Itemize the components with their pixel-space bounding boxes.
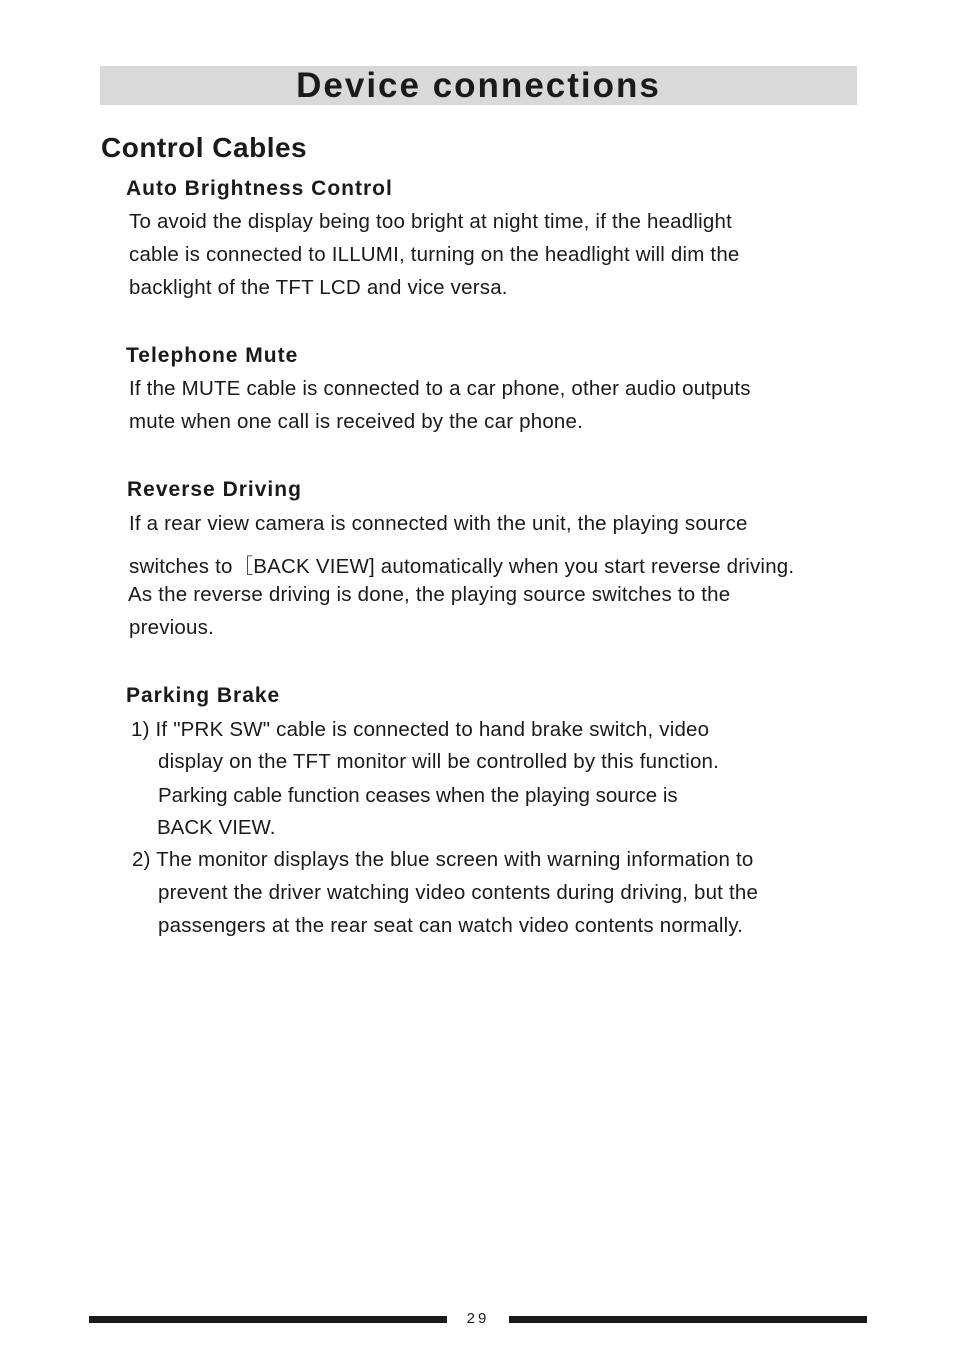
paragraph-line: previous.: [129, 616, 214, 639]
paragraph-line: passengers at the rear seat can watch video contents normally.: [158, 914, 744, 937]
heading-auto-brightness: Auto Brightness Control: [126, 177, 393, 200]
list-item-2: 2) The monitor displays the blue screen with warning information to: [132, 848, 754, 871]
paragraph-line: To avoid the display being too bright at night time, if the headlight: [129, 210, 732, 233]
paragraph-line: display on the TFT monitor will be controlled by this function.: [158, 750, 720, 773]
heading-parking-brake: Parking Brake: [126, 684, 281, 707]
paragraph-line: cable is connected to ILLUMI, turning on the headlight will dim the: [129, 243, 740, 266]
paragraph-line: prevent the driver watching video contents during driving, but the: [158, 881, 759, 904]
page-header: [100, 66, 857, 105]
heading-telephone-mute: Telephone Mute: [126, 344, 299, 367]
page-number: 29: [466, 1310, 490, 1327]
heading-reverse-driving: Reverse Driving: [127, 478, 302, 501]
paragraph-line: mute when one call is received by the car phone.: [129, 410, 584, 433]
section-title: Control Cables: [101, 132, 308, 163]
paragraph-line: If a rear view camera is connected with the unit, the playing source: [129, 512, 748, 535]
paragraph-line: As the reverse driving is done, the playing source switches to the: [128, 583, 731, 606]
paragraph-line: backlight of the TFT LCD and vice versa.: [129, 276, 508, 299]
paragraph-line: Parking cable function ceases when the playing source is: [158, 784, 678, 807]
paragraph-line: If the MUTE cable is connected to a car phone, other audio outputs: [129, 377, 751, 400]
list-item-1: 1) If "PRK SW" cable is connected to hand brake switch, video: [131, 718, 710, 741]
page-title: Device connections: [296, 66, 661, 105]
footer-rule-left: [89, 1316, 447, 1323]
paragraph-line: switches to［BACK VIEW] automatically when you start reverse driving.: [129, 555, 795, 578]
paragraph-line: BACK VIEW.: [157, 816, 276, 839]
footer-rule-right: [509, 1316, 867, 1323]
